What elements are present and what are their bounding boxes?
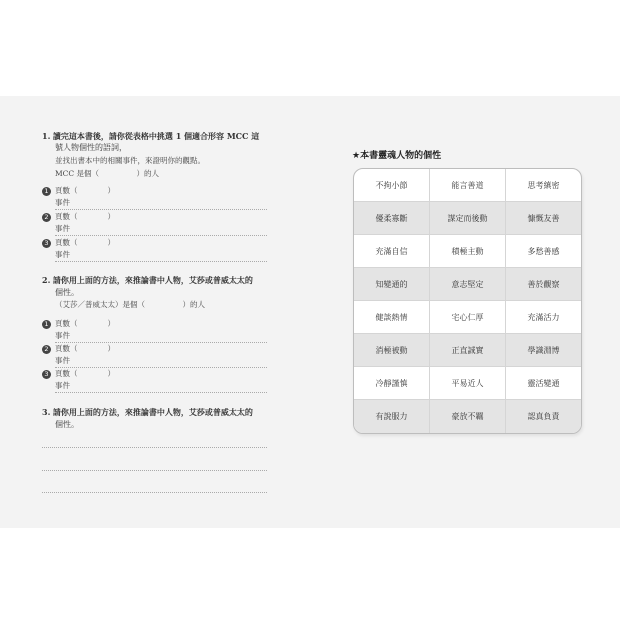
- table-row: [354, 367, 581, 400]
- table-cell: 慷慨友善: [527, 213, 560, 223]
- table-cell: 能言善道: [430, 169, 506, 201]
- event-label: 事件: [55, 331, 70, 340]
- number-bullet-icon: 1: [42, 320, 51, 329]
- table-cell: 認真負責: [527, 412, 560, 421]
- table-row: [354, 169, 581, 202]
- table-cell: 善於觀察: [527, 279, 560, 289]
- table-cell: 不拘小節: [354, 169, 430, 201]
- page-number-field: 頁數（ ）: [55, 238, 115, 247]
- table-cell: 平易近人: [430, 367, 506, 399]
- table-row: [354, 235, 581, 268]
- question-1-line2: 號人物個性的語詞，: [55, 143, 127, 152]
- table-cell: 充滿活力: [527, 312, 560, 322]
- page-number-field: 頁數（ ）: [55, 344, 115, 353]
- question-1-item-2: [42, 211, 115, 223]
- table-cell: 冷靜謹慎: [354, 367, 430, 399]
- table-row: [354, 301, 581, 334]
- table-cell: 靈活變通: [527, 378, 560, 388]
- question-1-number: 1.: [42, 131, 51, 141]
- answer-line: [55, 392, 267, 393]
- question-1-answer-line: MCC 是個（ ）的人: [55, 169, 160, 178]
- event-label: 事件: [55, 381, 70, 390]
- question-2-number: 2.: [42, 275, 51, 285]
- table-cell: 知變通的: [354, 268, 430, 300]
- question-2-item-1: [42, 318, 115, 330]
- question-2-answer-line: （艾莎／普威太太）是個（ ）的人: [55, 300, 205, 309]
- table-row: [354, 268, 581, 301]
- table-row: [354, 400, 581, 433]
- number-bullet-icon: 2: [42, 213, 51, 222]
- page-number-field: 頁數（ ）: [55, 319, 115, 328]
- answer-line: [42, 470, 267, 471]
- event-label: 事件: [55, 250, 70, 259]
- number-bullet-icon: 2: [42, 345, 51, 354]
- table-cell: 健談熱情: [354, 301, 430, 333]
- table-cell: 豪放不羈: [430, 400, 506, 433]
- table-cell: 學識淵博: [527, 345, 560, 355]
- question-3-line2: 個性。: [55, 420, 79, 429]
- table-cell: 謀定而後動: [430, 202, 506, 234]
- table-cell: 充滿自信: [354, 235, 430, 267]
- table-cell: 意志堅定: [430, 268, 506, 300]
- question-1-line3: 並找出書本中的相關事件，來證明你的觀點。: [55, 156, 205, 165]
- table-row: [354, 202, 581, 235]
- number-bullet-icon: 3: [42, 239, 51, 248]
- table-cell: 優柔寡斷: [354, 202, 430, 234]
- answer-line: [55, 261, 267, 262]
- table-cell: 多愁善感: [527, 246, 560, 256]
- question-2-item-2: [42, 343, 115, 355]
- answer-line: [55, 235, 267, 236]
- event-label: 事件: [55, 356, 70, 365]
- question-2-line2: 個性。: [55, 288, 79, 297]
- event-label: 事件: [55, 198, 70, 207]
- event-label: 事件: [55, 224, 70, 233]
- number-bullet-icon: 1: [42, 187, 51, 196]
- table-cell: 有說服力: [354, 400, 430, 433]
- table-cell: 正直誠實: [430, 334, 506, 366]
- question-1-item-1: [42, 185, 115, 197]
- table-cell: 思考縝密: [527, 180, 560, 190]
- question-2: [42, 274, 253, 287]
- page-number-field: 頁數（ ）: [55, 212, 115, 221]
- question-3-line1: 請你用上面的方法，來推論書中人物，艾莎或普威太太的: [52, 407, 253, 417]
- number-bullet-icon: 3: [42, 370, 51, 379]
- question-2-item-3: [42, 368, 115, 380]
- question-2-line1: 請你用上面的方法，來推論書中人物，艾莎或普威太太的: [52, 275, 253, 285]
- table-cell: 宅心仁厚: [430, 301, 506, 333]
- answer-line: [42, 492, 267, 493]
- table-cell: 積極主動: [430, 235, 506, 267]
- question-3: [42, 406, 253, 419]
- page-number-field: 頁數（ ）: [55, 186, 115, 195]
- personality-table: [353, 168, 582, 434]
- question-1-line1: 讀完這本書後，請你從表格中挑選 1 個適合形容 MCC 這: [52, 131, 260, 141]
- question-3-number: 3.: [42, 407, 51, 417]
- answer-line: [55, 209, 267, 210]
- table-cell: 消極被動: [354, 334, 430, 366]
- answer-line: [42, 447, 267, 448]
- table-row: [354, 334, 581, 367]
- page-number-field: 頁數（ ）: [55, 369, 115, 378]
- table-title: ★本書靈魂人物的個性: [352, 151, 442, 161]
- question-1-item-3: [42, 237, 115, 249]
